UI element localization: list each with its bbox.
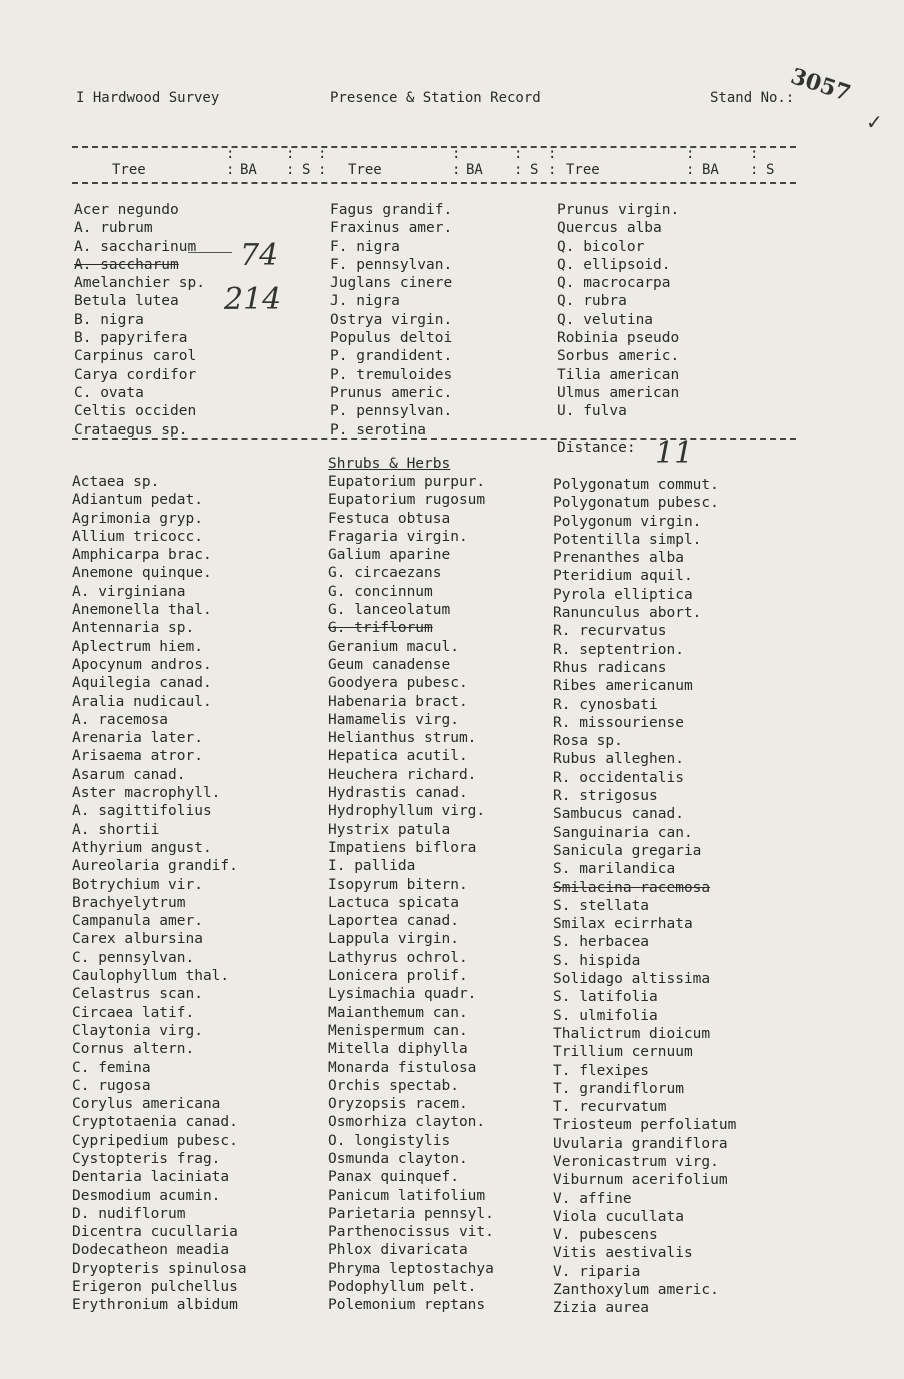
list-item: Antennaria sp. (72, 620, 195, 637)
list-item: Q. bicolor (557, 238, 645, 255)
list-item: Sambucus canad. (553, 806, 684, 823)
list-item: Festuca obtusa (328, 510, 451, 527)
s-header-1: S (302, 162, 311, 178)
list-item: S. latifolia (553, 989, 658, 1006)
list-item: U. fulva (557, 403, 627, 420)
list-item: Osmorhiza clayton. (328, 1114, 486, 1131)
list-item: Polygonatum pubesc. (553, 495, 719, 512)
list-item: Galium aparine (328, 547, 451, 564)
tree-list-col2 (330, 201, 452, 439)
list-item: Osmunda clayton. (328, 1150, 468, 1167)
list-item: Parietaria pennsyl. (328, 1205, 494, 1222)
list-item: R. strigosus (553, 788, 658, 805)
list-item: S. ulmifolia (553, 1007, 658, 1024)
list-item: Triosteum perfoliatum (553, 1117, 737, 1134)
list-item: Brachyelytrum (72, 894, 186, 911)
list-item: Ulmus american (557, 384, 680, 401)
list-item: B. papyrifera (74, 330, 188, 347)
tree-list-col3 (557, 201, 679, 421)
list-item: Corylus americana (72, 1096, 221, 1113)
list-item: Acer negundo (74, 202, 179, 218)
checkmark-icon: ✓ (866, 110, 883, 134)
list-item: P. serotina (330, 421, 427, 438)
tree-header-2: Tree (348, 162, 382, 178)
tree-list-col1 (74, 201, 205, 439)
column-separator: : : (750, 146, 759, 178)
list-item: Agrimonia gryp. (72, 510, 203, 527)
list-item: R. cynosbati (553, 696, 658, 713)
s-header-3: S (766, 162, 775, 178)
list-item: B. nigra (74, 311, 144, 328)
list-item: Potentilla simpl. (553, 531, 702, 548)
list-item: R. septentrion. (553, 641, 684, 658)
tree-header-1: Tree (112, 162, 146, 178)
list-item: Q. rubra (557, 293, 627, 310)
list-item: Polemonium reptans (328, 1297, 486, 1314)
list-item: Carya cordifor (74, 366, 197, 383)
header-underline-rule (72, 182, 796, 184)
list-item: Aplectrum hiem. (72, 638, 203, 655)
list-item: Allium tricocc. (72, 528, 203, 545)
stand-number-label: Stand No.: (710, 90, 795, 106)
list-item: Thalictrum dioicum (553, 1025, 711, 1042)
column-separator: : : (318, 146, 327, 178)
list-item: Actaea sp. (72, 474, 160, 490)
list-item: Populus deltoi (330, 330, 453, 347)
list-item: Orchis spectab. (328, 1077, 459, 1094)
list-item: V. pubescens (553, 1227, 658, 1244)
list-item: G. triflorum (328, 620, 433, 637)
list-item: Q. ellipsoid. (557, 256, 671, 273)
list-item: Maianthemum can. (328, 1004, 468, 1021)
list-item: Trillium cernuum (553, 1044, 693, 1061)
list-item: Panax quinquef. (328, 1169, 459, 1186)
list-item: Monarda fistulosa (328, 1059, 477, 1076)
list-item: Tilia american (557, 366, 680, 383)
list-item: Claytonia virg. (72, 1022, 203, 1039)
herb-list-col3 (553, 476, 736, 1318)
s-header-2: S (530, 162, 539, 178)
column-separator: : : (286, 146, 295, 178)
ba-header-1: BA (240, 162, 257, 178)
list-item: C. pennsylvan. (72, 949, 195, 966)
distance-label: Distance: (557, 440, 636, 456)
list-item: Aster macrophyll. (72, 785, 221, 802)
list-item: Viola cucullata (553, 1208, 684, 1225)
list-item: C. ovata (74, 384, 144, 401)
list-item: T. grandiflorum (553, 1080, 684, 1097)
list-item: Celastrus scan. (72, 986, 203, 1003)
list-item: I. pallida (328, 858, 416, 875)
list-item: Hepatica acutil. (328, 748, 468, 765)
list-item: Dicentra cucullaria (72, 1224, 238, 1241)
list-item: A. virginiana (72, 583, 186, 600)
list-item: Prunus virgin. (557, 202, 680, 218)
list-item: Mitella diphylla (328, 1041, 468, 1058)
list-item: Erythronium albidum (72, 1297, 238, 1314)
list-item: Lysimachia quadr. (328, 986, 477, 1003)
list-item: Adiantum pedat. (72, 492, 203, 509)
list-item: Apocynum andros. (72, 656, 212, 673)
list-item: Isopyrum bitern. (328, 876, 468, 893)
column-separator: : : (548, 146, 557, 178)
list-item: Caulophyllum thal. (72, 968, 230, 985)
list-item: R. recurvatus (553, 623, 667, 640)
list-item: Zizia aurea (553, 1300, 650, 1317)
list-item: Q. velutina (557, 311, 654, 328)
handwritten-ba-saccharum: 74 (240, 238, 279, 273)
list-item: Eupatorium rugosum (328, 492, 486, 509)
list-item: Circaea latif. (72, 1004, 195, 1021)
list-item: Polygonatum commut. (553, 477, 719, 493)
list-item: Arisaema atror. (72, 748, 203, 765)
list-item: Arenaria later. (72, 730, 203, 747)
list-item: V. riparia (553, 1263, 641, 1280)
list-item: C. rugosa (72, 1077, 151, 1094)
list-item: Fagus grandif. (330, 202, 453, 218)
list-item: Lactuca spicata (328, 894, 459, 911)
list-item: Robinia pseudo (557, 330, 680, 347)
list-item: Hydrastis canad. (328, 785, 468, 802)
tree-header-3: Tree (566, 162, 600, 178)
list-item: Pteridium aquil. (553, 568, 693, 585)
list-item: Ranunculus abort. (553, 605, 702, 622)
list-item: Phryma leptostachya (328, 1260, 494, 1277)
list-item: Uvularia grandiflora (553, 1135, 728, 1152)
record-title: Presence & Station Record (330, 90, 541, 106)
list-item: Prenanthes alba (553, 550, 684, 567)
list-item: Rhus radicans (553, 659, 667, 676)
list-item: Cryptotaenia canad. (72, 1114, 238, 1131)
list-item: T. flexipes (553, 1062, 650, 1079)
list-item: Habenaria bract. (328, 693, 468, 710)
list-item: J. nigra (330, 293, 400, 310)
list-item: Anemonella thal. (72, 602, 212, 619)
list-item: Smilax ecirrhata (553, 916, 693, 933)
list-item: G. lanceolatum (328, 602, 451, 619)
list-item: Dryopteris spinulosa (72, 1260, 247, 1277)
distance-handwritten: 11 (655, 436, 694, 471)
column-separator: : : (452, 146, 461, 178)
list-item: Aureolaria grandif. (72, 858, 238, 875)
list-item: A. saccharinum (74, 238, 197, 255)
list-item: Prunus americ. (330, 384, 453, 401)
list-item: A. sagittifolius (72, 803, 212, 820)
list-item: G. circaezans (328, 565, 442, 582)
list-item: Carpinus carol (74, 348, 197, 365)
list-item: Veronicastrum virg. (553, 1153, 719, 1170)
list-item: Hydrophyllum virg. (328, 803, 486, 820)
list-item: Dodecatheon meadia (72, 1242, 230, 1259)
list-item: Eupatorium purpur. (328, 474, 486, 490)
list-item: T. recurvatum (553, 1099, 667, 1116)
list-item: Celtis occiden (74, 403, 197, 420)
list-item: Quercus alba (557, 220, 662, 237)
list-item: Lappula virgin. (328, 931, 459, 948)
list-item: Menispermum can. (328, 1022, 468, 1039)
list-item: Polygonum virgin. (553, 513, 702, 530)
list-item: Betula lutea (74, 293, 179, 310)
list-item: Rosa sp. (553, 733, 623, 750)
list-item: Botrychium vir. (72, 876, 203, 893)
list-item: Helianthus strum. (328, 730, 477, 747)
list-item: A. racemosa (72, 711, 169, 728)
list-item: P. grandident. (330, 348, 453, 365)
list-item: Aquilegia canad. (72, 675, 212, 692)
list-item: S. stellata (553, 897, 650, 914)
list-item: Sorbus americ. (557, 348, 680, 365)
list-item: Dentaria laciniata (72, 1169, 230, 1186)
list-item: Amphicarpa brac. (72, 547, 212, 564)
list-item: Juglans cinere (330, 275, 453, 292)
list-item: R. missouriense (553, 714, 684, 731)
list-item: Crataegus sp. (74, 421, 188, 438)
list-item: Smilacina racemosa (553, 879, 711, 896)
list-item: Viburnum acerifolium (553, 1172, 728, 1189)
list-item: Desmodium acumin. (72, 1187, 221, 1204)
list-item: F. pennsylvan. (330, 256, 453, 273)
list-item: S. herbacea (553, 934, 650, 951)
list-item: A. saccharum (74, 256, 179, 273)
column-separator: : : (514, 146, 523, 178)
herb-list-col1 (72, 473, 247, 1315)
list-item: Oryzopsis racem. (328, 1096, 468, 1113)
list-item: Lathyrus ochrol. (328, 949, 468, 966)
list-item: Erigeron pulchellus (72, 1279, 238, 1296)
ba-header-2: BA (466, 162, 483, 178)
list-item: S. marilandica (553, 861, 676, 878)
shrubs-herbs-heading: Shrubs & Herbs (328, 456, 451, 472)
list-item: Fraxinus amer. (330, 220, 453, 237)
list-item: Campanula amer. (72, 913, 203, 930)
list-item: P. pennsylvan. (330, 403, 453, 420)
list-item: Amelanchier sp. (74, 275, 205, 292)
list-item: Panicum latifolium (328, 1187, 486, 1204)
list-item: Laportea canad. (328, 913, 459, 930)
list-item: Anemone quinque. (72, 565, 212, 582)
list-item: Q. macrocarpa (557, 275, 671, 292)
list-item: S. hispida (553, 952, 641, 969)
list-item: Pyrola elliptica (553, 586, 693, 603)
list-item: R. occidentalis (553, 769, 684, 786)
list-item: G. concinnum (328, 583, 433, 600)
handwritten-dash (188, 252, 232, 253)
list-item: Ribes americanum (553, 678, 693, 695)
list-item: P. tremuloides (330, 366, 453, 383)
list-item: Athyrium angust. (72, 839, 212, 856)
list-item: Cornus altern. (72, 1041, 195, 1058)
list-item: Phlox divaricata (328, 1242, 468, 1259)
ba-header-3: BA (702, 162, 719, 178)
list-item: Fragaria virgin. (328, 528, 468, 545)
list-item: Parthenocissus vit. (328, 1224, 494, 1241)
list-item: Solidago altissima (553, 971, 711, 988)
list-item: Geum canadense (328, 656, 451, 673)
list-item: Vitis aestivalis (553, 1245, 693, 1262)
list-item: Podophyllum pelt. (328, 1279, 477, 1296)
list-item: Cypripedium pubesc. (72, 1132, 238, 1149)
list-item: Asarum canad. (72, 766, 186, 783)
handwritten-ba-betula: 214 (224, 282, 282, 317)
list-item: Sanicula gregaria (553, 842, 702, 859)
list-item: F. nigra (330, 238, 400, 255)
list-item: Heuchera richard. (328, 766, 477, 783)
list-item: A. shortii (72, 821, 160, 838)
list-item: Rubus alleghen. (553, 751, 684, 768)
column-separator: : : (686, 146, 695, 178)
list-item: Cystopteris frag. (72, 1150, 221, 1167)
stand-number-handwritten: 3057 (787, 63, 854, 107)
list-item: V. affine (553, 1190, 632, 1207)
list-item: Aralia nudicaul. (72, 693, 212, 710)
survey-title: I Hardwood Survey (76, 90, 220, 106)
column-separator: : : (226, 146, 235, 178)
list-item: O. longistylis (328, 1132, 451, 1149)
list-item: Goodyera pubesc. (328, 675, 468, 692)
herb-list-col2 (328, 473, 494, 1315)
list-item: Sanguinaria can. (553, 824, 693, 841)
list-item: D. nudiflorum (72, 1205, 186, 1222)
list-item: A. rubrum (74, 220, 153, 237)
list-item: Lonicera prolif. (328, 968, 468, 985)
list-item: Impatiens biflora (328, 839, 477, 856)
list-item: Ostrya virgin. (330, 311, 453, 328)
list-item: Hystrix patula (328, 821, 451, 838)
list-item: Carex albursina (72, 931, 203, 948)
list-item: Hamamelis virg. (328, 711, 459, 728)
list-item: C. femina (72, 1059, 151, 1076)
list-item: Zanthoxylum americ. (553, 1282, 719, 1299)
list-item: Geranium macul. (328, 638, 459, 655)
